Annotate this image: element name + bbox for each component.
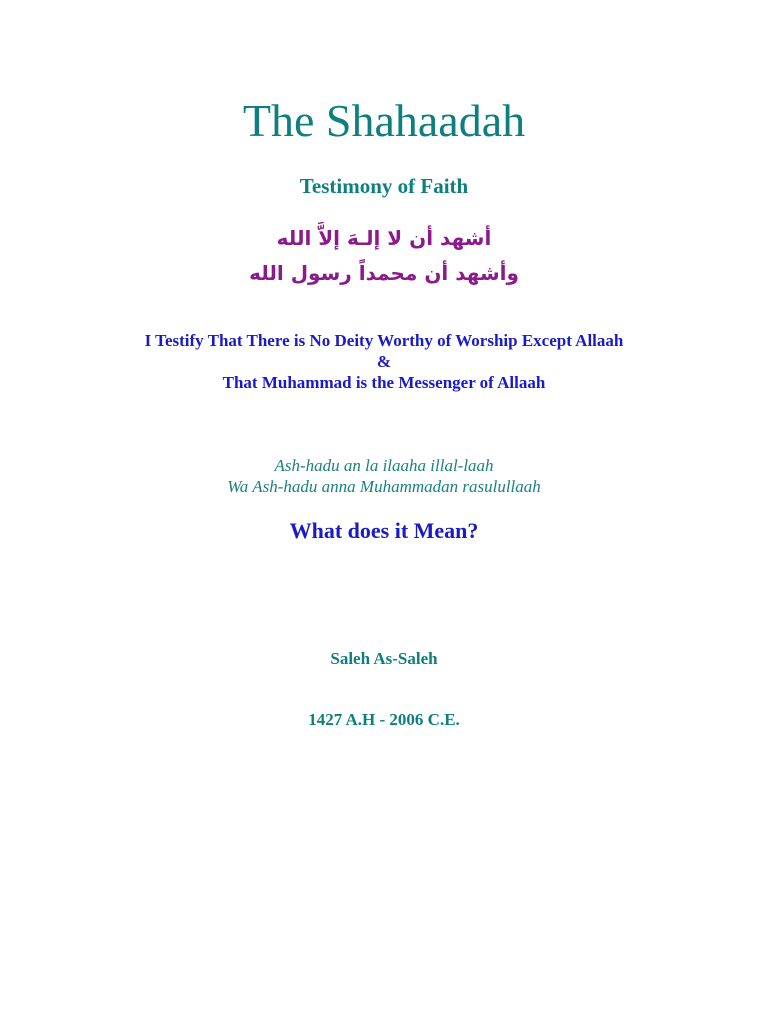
publication-date: 1427 A.H - 2006 C.E.	[308, 710, 460, 729]
translation-ampersand: &	[376, 352, 392, 371]
page-title: The Shahaadah	[242, 95, 526, 146]
page-subtitle: Testimony of Faith	[299, 174, 469, 198]
arabic-testimony-line-1: أشهد أن لا إلـهَ إلاَّ الله	[276, 226, 492, 250]
question-heading: What does it Mean?	[289, 518, 479, 543]
transliteration-line-2: Wa Ash-hadu anna Muhammadan rasulullaah	[227, 477, 541, 496]
translation-line-1: I Testify That There is No Deity Worthy of Worship Except Allaah	[144, 331, 624, 350]
author-name: Saleh As-Saleh	[330, 649, 438, 668]
transliteration-line-1: Ash-hadu an la ilaaha illal-laah	[274, 456, 494, 475]
arabic-testimony-line-2: وأشهد أن محمداً رسول الله	[249, 261, 519, 285]
translation-line-2: That Muhammad is the Messenger of Allaah	[222, 373, 546, 392]
